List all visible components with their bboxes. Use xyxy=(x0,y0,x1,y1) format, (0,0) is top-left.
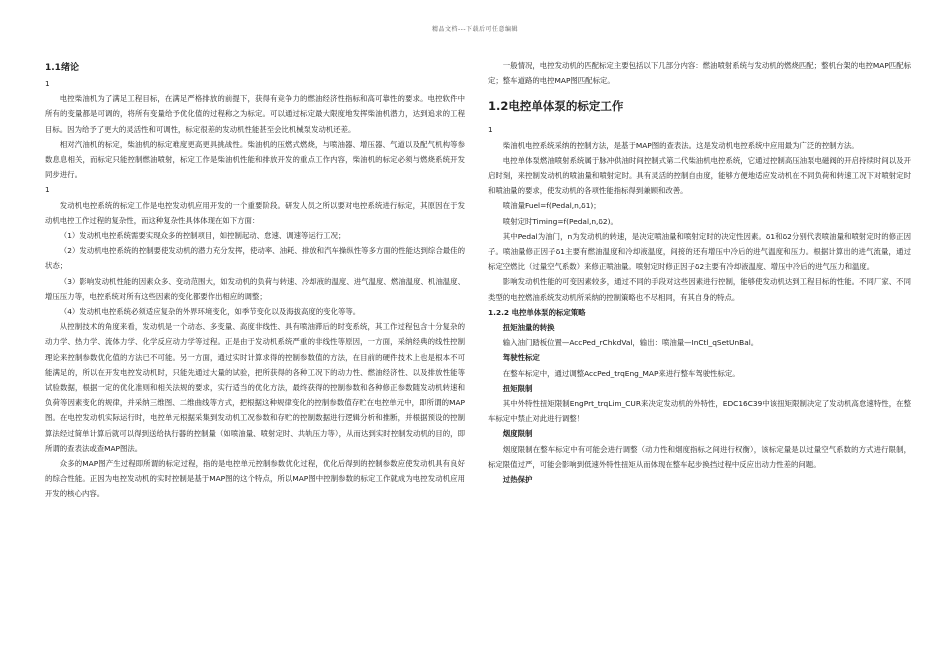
list-item: （4）发动机电控系统必须适应复杂的外界环境变化，如季节变化以及海拔高度的变化等等。 xyxy=(59,307,361,317)
section-title-1-1: 1.1绪论 xyxy=(45,63,79,73)
topic-title: 过热保护 xyxy=(502,475,533,485)
formula-fuel: 喷油量Fuel=f(Pedal,n,δ1)； xyxy=(502,201,601,211)
paragraph: 电控柴油机为了满足工程目标，在满足严格排放的前提下，获得有竞争力的燃油经济性指标和高可靠性的要求。电控软件中所有的变量都是可调的，将所有变量给予优化值的过程称之为标定。可以通过标定最大限度地发挥柴油机潜力，达到追求的工程目标。因为给予了更大的灵活性和可调性，标定很差的发动机性能甚至会比机械泵发动机还差。 xyxy=(45,94,465,134)
subsection-number: 1 xyxy=(488,125,493,135)
paragraph: 众多的MAP图产生过程即所谓的标定过程，指的是电控单元控制参数优化过程，优化后得到的控制参数应使发动机具有良好的综合性能。正因为电控发动机的实时控制是基于MAP图的这个特点，所以MAP图中控制参数的标定工作就成为电控发动机应用开发的核心内容。 xyxy=(45,459,465,499)
page-header-banner: 精品文档---下载后可任意编辑 xyxy=(432,26,518,33)
paragraph: 其中外特性扭矩限制EngPrt_trqLim_CUR来决定发动机的外特性，EDC16C39中该扭矩限制决定了发动机高怠速特性，在整车标定中禁止对此进行调整！ xyxy=(488,399,911,424)
paragraph: 柴油机电控系统采纳的控制方法，是基于MAP图的查表法。这是发动机电控系统中应用最为广泛的控制方法。 xyxy=(502,140,859,150)
paragraph: 在整车标定中，通过调整AccPed_trqEng_MAP来进行整车驾驶性标定。 xyxy=(502,368,740,378)
subsection-title-1-2-2: 1.2.2 电控单体泵的标定策略 xyxy=(488,307,586,317)
paragraph: 电控单体泵燃油喷射系统属于脉冲供油时间控制式第二代柴油机电控系统，它通过控制高压油泵电磁阀的开启持续时间以及开启时刻，来控制发动机的喷油量和喷射定时。具有灵活的控制自由度，能够方便地适应发动机在不同负荷和转速工况下对喷射定时和喷油量的要求，使发动机的各项性能指标得到兼顾和改善。 xyxy=(488,155,911,196)
subsection-number: 1 xyxy=(45,185,50,195)
topic-title: 扭矩油量的转换 xyxy=(502,323,555,333)
paragraph: 从控制技术的角度来看，发动机是一个动态、多变量、高度非线性、具有喷油滞后的时变系统，其工作过程包含十分复杂的动力学、热力学、流体力学、化学反应动力学等过程。正是由于发动机系统严重的非线性等原因，一方面，采纳经典的线性控制理论来控制参数优化值的方法已不可能。另一方面，通过实时计算求得的控制参数值的方法，在目前的硬件技术上也是根本不可能满足的，所以在开发电控发动机时，只能先通过大量的试验，把所获得的各种工况下的动力性、燃油经济性、以及排放性能等试验数据，根据一定的优化准则和相关法规的要求，实行适当的优化方法，最终获得的控制参数和各种修正参数随发动机转速和负荷等因素变化的规律，并采纳三维图、二维曲线等方式，把根据这种规律变化的控制参数值存贮在电控单元中，即所谓的MAP图。在电控发动机实际运行时，电控单元根据采集到发动机工况参数和存贮的控制数据进行逻辑分析和推断，并根据预设的控制算法经过简单计算后就可以得到送给执行器的控制量（如喷油量、喷射定时、共轨压力等），从而达到实时控制发动机的目的，即所谓的查表法或查MAP图法。 xyxy=(45,322,465,453)
paragraph: 烟度限制在整车标定中有可能会进行调整（动力性和烟度指标之间进行权衡），该标定量是以过量空气系数的方式进行限制，标定限值过严，可能会影响到低速外特性扭矩从而体现在整车起步换挡过程中反应出动力性差的问题。 xyxy=(488,444,911,469)
paragraph: 其中Pedal为油门，n为发动机的转速，是决定喷油量和喷射定时的决定性因素。δ1和δ2分别代表喷油量和喷射定时的修正因子。喷油量修正因子δ1主要有燃油温度和冷却液温度，间接的还有增压中冷后的进气温度和压力。根据计算出的进气流量，通过标定空燃比（过量空气系数）来修正喷油量。喷射定时修正因子δ2主要有冷却液温度、增压中冷后的进气压力和温度。 xyxy=(488,231,911,272)
subsection-number: 1 xyxy=(45,79,50,88)
paragraph: 发动机电控系统的标定工作是电控发动机应用开发的一个重要阶段。研发人员之所以要对电控系统进行标定，其原因在于发动机电控工作过程的复杂性，而这种复杂性具体体现在如下方面： xyxy=(45,200,465,225)
paragraph: 一般情况，电控发动机的匹配标定主要包括以下几部分内容：燃油喷射系统与发动机的燃烧匹配；整机台架的电控MAP匹配标定；整车道路的电控MAP图匹配标定。 xyxy=(488,61,911,86)
list-item: （2）发动机电控系统的控制要使发动机的潜力充分发挥，使动率、油耗、排放和汽车操纵性等多方面的性能达到综合最佳的状态； xyxy=(45,246,465,271)
paragraph: 影响发动机性能的可变因素较多，通过不同的手段对这些因素进行控制，能够使发动机达到工程目标的性能。不同厂家、不同类型的电控燃油系统发动机所采纳的控制策略也不尽相同，有其自身的特点。 xyxy=(488,277,911,302)
topic-title: 烟度限制 xyxy=(502,429,533,439)
topic-title: 驾驶性标定 xyxy=(502,353,540,363)
right-column xyxy=(488,58,911,487)
section-title-1-2: 1.2电控单体泵的标定工作 xyxy=(488,99,624,114)
topic-title: 扭矩限制 xyxy=(502,383,533,393)
paragraph: 相对汽油机的标定，柴油机的标定难度更高更具挑战性。柴油机的压燃式燃烧，与喷油器、增压器、气道以及配气机构等参数息息相关，而标定只能控制燃油喷射，标定工作是柴油机性能和排放开发的重点工作内容，柴油机的标定必须与燃烧系统开发同步进行。 xyxy=(45,139,465,180)
left-column xyxy=(45,60,465,502)
list-item: （3）影响发动机性能的因素众多、变动范围大，如发动机的负荷与转速、冷却液的温度、进气温度、燃油温度、机油温度、增压压力等，电控系统对所有这些因素的变化都要作出相应的调整； xyxy=(45,276,465,301)
formula-timing: 喷射定时Timing=f(Pedal,n,δ2)。 xyxy=(502,216,618,226)
paragraph: 输入油门踏板位置—AccPed_rChkdVal，输出：喷油量—InCtl_qSetUnBal。 xyxy=(502,338,759,348)
list-item: （1）发动机电控系统需要实现众多的控制项目，如控制起动、怠速、调速等运行工况； xyxy=(59,231,346,241)
